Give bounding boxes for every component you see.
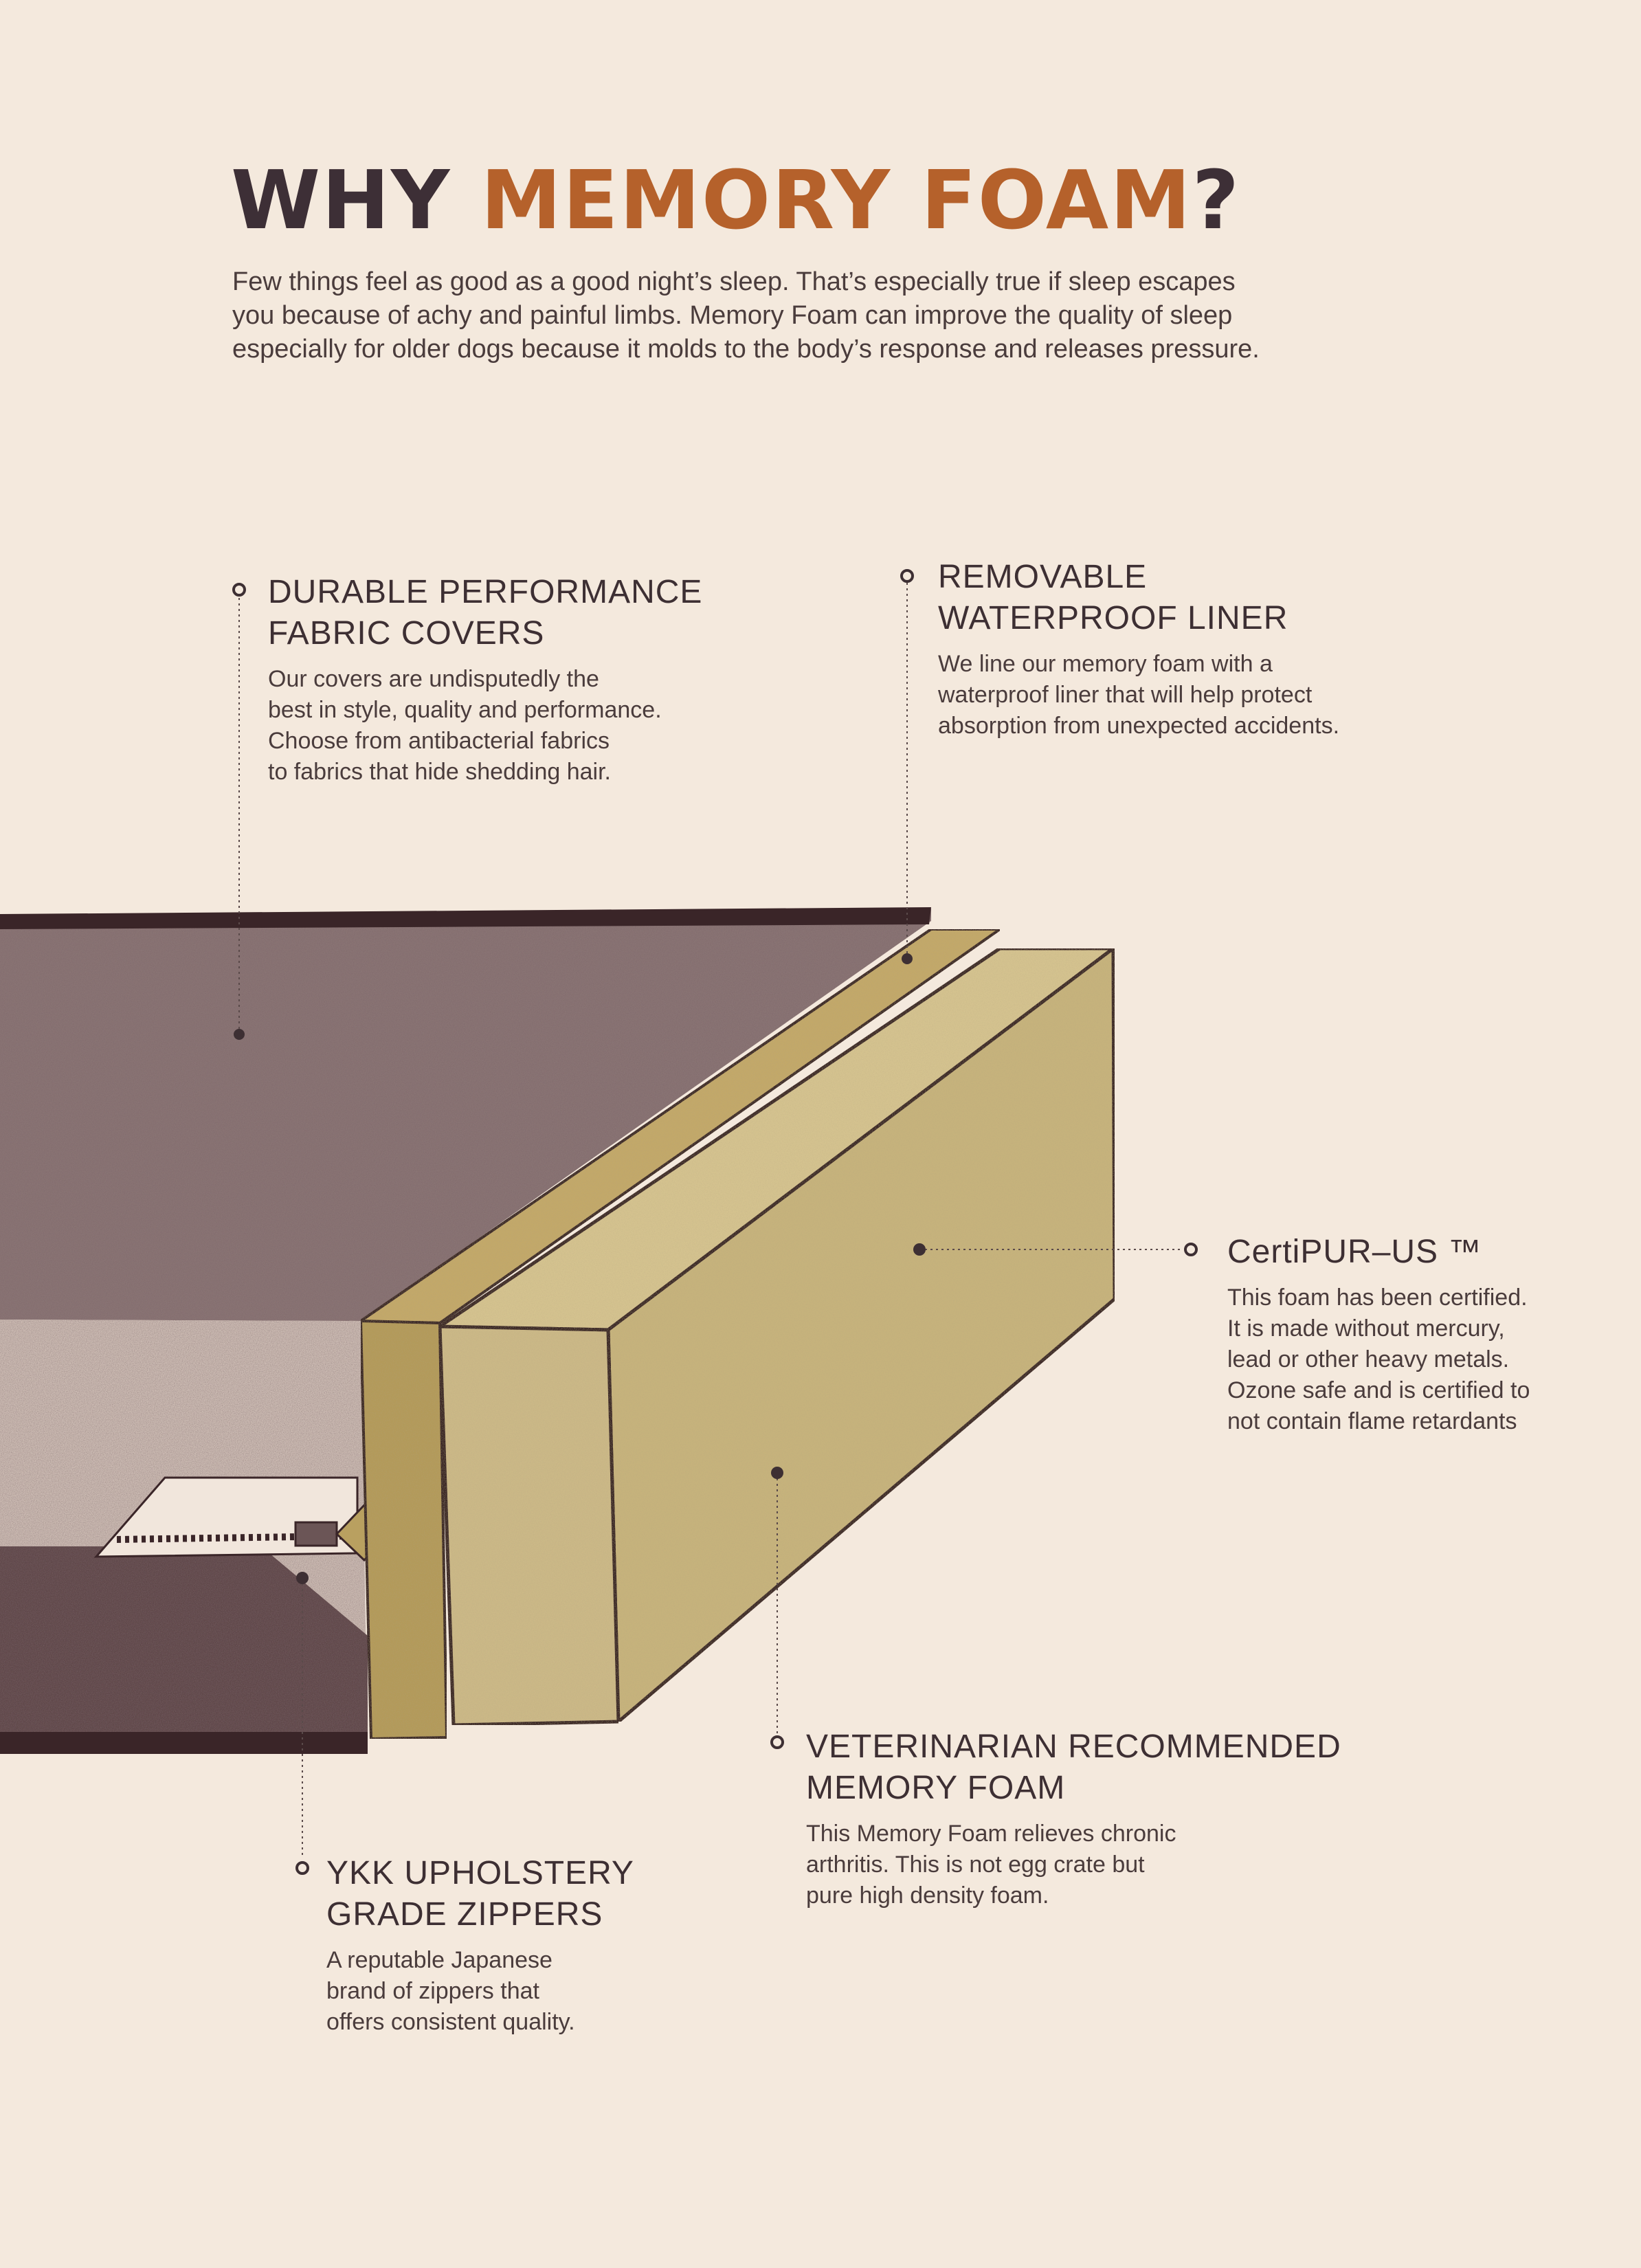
callout-fabric-text: Our covers are undisputedly the best in style, quality and performance. Choose from antibacterial fabrics to fabrics that hide shedding hair. [268, 666, 662, 785]
title-question-mark: ? [1192, 153, 1241, 247]
callout-certipur-heading: CertiPUR–US ™ [1227, 1234, 1482, 1270]
callout-ykk-zippers [326, 1853, 752, 2038]
callout-certipur [1227, 1232, 1612, 1437]
intro-paragraph: Few things feel as good as a good night’s sleep. That’s especially true if sleep escapes you because of achy and painful limbs. Memory Foam can improve the quality of sleep especially for older dogs because it molds to the body’s response and releases pressure. [232, 267, 1260, 364]
callout-certipur-text: This foam has been certified. It is made without mercury, lead or other heavy metals. Ozone safe and is certified to not contain flame retardants [1227, 1285, 1530, 1434]
callout-fabric-heading: DURABLE PERFORMANCE FABRIC COVERS [268, 574, 703, 652]
callout-memory-foam [806, 1726, 1370, 1911]
title-part-memory-foam: MEMORY FOAM [480, 153, 1192, 247]
callout-fabric-covers [268, 572, 763, 788]
callout-foam-text: This Memory Foam relieves chronic arthritis. This is not egg crate but pure high density foam. [806, 1821, 1176, 1909]
callout-liner-text: We line our memory foam with a waterproof liner that will help protect absorption from unexpected accidents. [938, 651, 1340, 739]
callout-zippers-heading: YKK UPHOLSTERY GRADE ZIPPERS [326, 1855, 634, 1933]
callout-zippers-text: A reputable Japanese brand of zippers that offers consistent quality. [326, 1947, 575, 2035]
callout-waterproof-liner [938, 557, 1433, 742]
callout-foam-heading: VETERINARIAN RECOMMENDED MEMORY FOAM [806, 1728, 1341, 1806]
callout-liner-heading: REMOVABLE WATERPROOF LINER [938, 559, 1288, 636]
title-part-why: WHY [231, 153, 481, 247]
